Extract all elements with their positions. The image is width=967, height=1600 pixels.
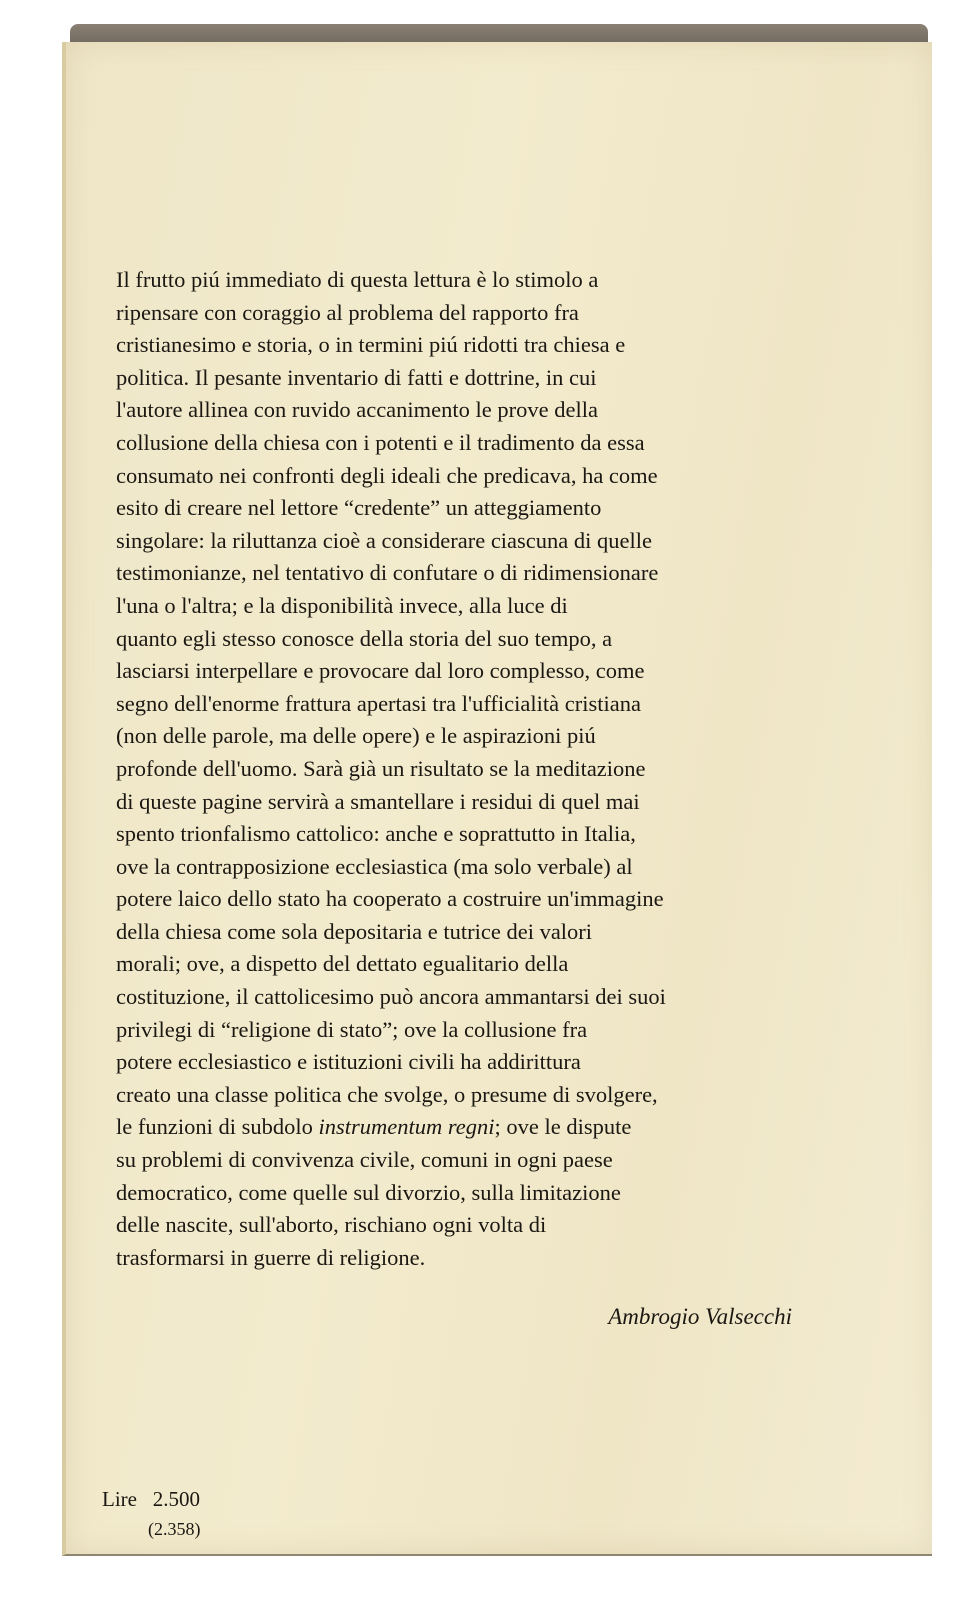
blurb-line: politica. Il pesante inventario di fatti e dottrine, in cui (116, 364, 597, 390)
blurb-line: ove la contrapposizione ecclesiastica (ma solo verbale) al (116, 853, 633, 879)
blurb-line: costituzione, il cattolicesimo può ancora ammantarsi dei suoi (116, 984, 666, 1010)
blurb-line: democratico, come quelle sul divorzio, sulla limitazione (116, 1179, 621, 1205)
blurb-line: ripensare con coraggio al problema del rapporto fra (116, 299, 579, 325)
blurb-line: su problemi di convivenza civile, comuni in ogni paese (116, 1147, 613, 1173)
price-label: Lire (102, 1487, 137, 1511)
author-signature: Ambrogio Valsecchi (608, 1304, 792, 1329)
price-block (102, 1484, 201, 1544)
blurb-line: creato una classe politica che svolge, o presume di svolgere, (116, 1081, 658, 1107)
blurb-line: lasciarsi interpellare e provocare dal loro complesso, come (116, 658, 645, 684)
blurb-line: cristianesimo e storia, o in termini piú ridotti tra chiesa e (116, 332, 626, 358)
price-value: 2.500 (152, 1487, 200, 1511)
blurb-text (116, 264, 846, 1274)
blurb-line: potere laico dello stato ha cooperato a costruire un'immagine (116, 886, 664, 912)
blurb-line: Il frutto piú immediato di questa lettura è lo stimolo a (116, 267, 599, 292)
blurb-line: collusione della chiesa con i potenti e il tradimento da essa (116, 429, 645, 455)
blurb-line: delle nascite, sull'aborto, rischiano ogni volta di (116, 1212, 547, 1238)
blurb-line: segno dell'enorme frattura apertasi tra l'ufficialità cristiana (116, 690, 641, 716)
blurb-line: le funzioni di subdolo instrumentum regni; ove le dispute (116, 1114, 632, 1140)
blurb-line: l'una o l'altra; e la disponibilità invece, alla luce di (116, 592, 568, 618)
blurb-line: quanto egli stesso conosce della storia del suo tempo, a (116, 625, 613, 651)
blurb-line: privilegi di “religione di stato”; ove la collusione fra (116, 1016, 588, 1042)
blurb-line: consumato nei confronti degli ideali che predicava, ha come (116, 462, 658, 488)
blurb-line: (non delle parole, ma delle opere) e le aspirazioni piú (116, 723, 596, 749)
blurb-line: esito di creare nel lettore “credente” un atteggiamento (116, 495, 602, 521)
blurb-line: testimonianze, nel tentativo di confutare o di ridimensionare (116, 560, 659, 586)
book-back-cover (62, 24, 930, 1556)
blurb-line: spento trionfalismo cattolico: anche e soprattutto in Italia, (116, 821, 636, 847)
blurb-line: potere ecclesiastico e istituzioni civili ha addirittura (116, 1049, 581, 1075)
blurb-line: singolare: la riluttanza cioè a considerare ciascuna di quelle (116, 527, 653, 553)
blurb-line: di queste pagine servirà a smantellare i residui di quel mai (116, 788, 640, 814)
blurb-line: profonde dell'uomo. Sarà già un risultato se la meditazione (116, 755, 646, 781)
blurb-line: della chiesa come sola depositaria e tutrice dei valori (116, 918, 593, 944)
cover-page (62, 42, 932, 1556)
blurb-line: morali; ove, a dispetto del dettato egualitario della (116, 951, 569, 977)
blurb-line: trasformarsi in guerre di religione. (116, 1244, 426, 1270)
price-code: (2.358) (148, 1519, 201, 1539)
blurb-line: l'autore allinea con ruvido accanimento le prove della (116, 397, 598, 423)
